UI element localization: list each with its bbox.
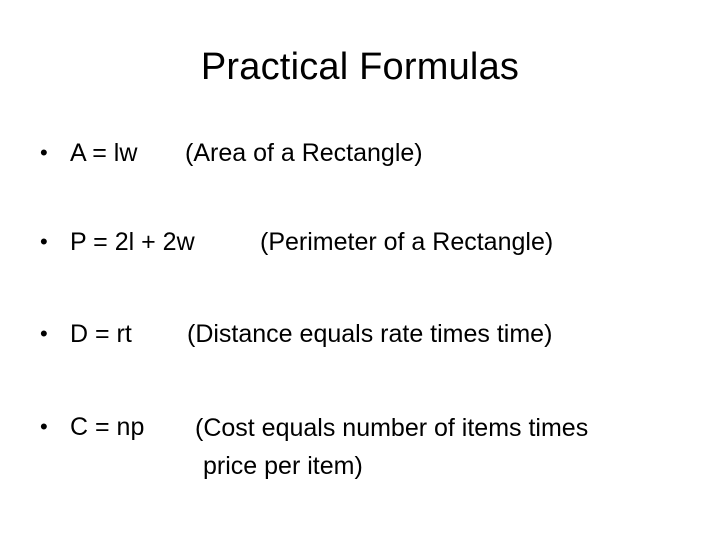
bullet-icon: • [40, 414, 48, 439]
bullet-icon: • [40, 321, 48, 346]
formula-description-line-2: price per item) [203, 452, 363, 480]
bullet-icon: • [40, 229, 48, 254]
formula-description-line-1: (Cost equals number of items times [195, 414, 589, 442]
formula-text: A = lw [70, 139, 138, 167]
formula-text: C = np [70, 413, 145, 441]
formula-description [195, 409, 675, 485]
bullet-icon: • [40, 140, 48, 165]
formula-description: (Distance equals rate times time) [187, 320, 553, 348]
formula-text: P = 2l + 2w [70, 228, 195, 256]
formula-description: (Perimeter of a Rectangle) [260, 228, 554, 256]
formula-text: D = rt [70, 320, 132, 348]
formula-description: (Area of a Rectangle) [185, 139, 423, 167]
slide-title: Practical Formulas [200, 46, 520, 88]
